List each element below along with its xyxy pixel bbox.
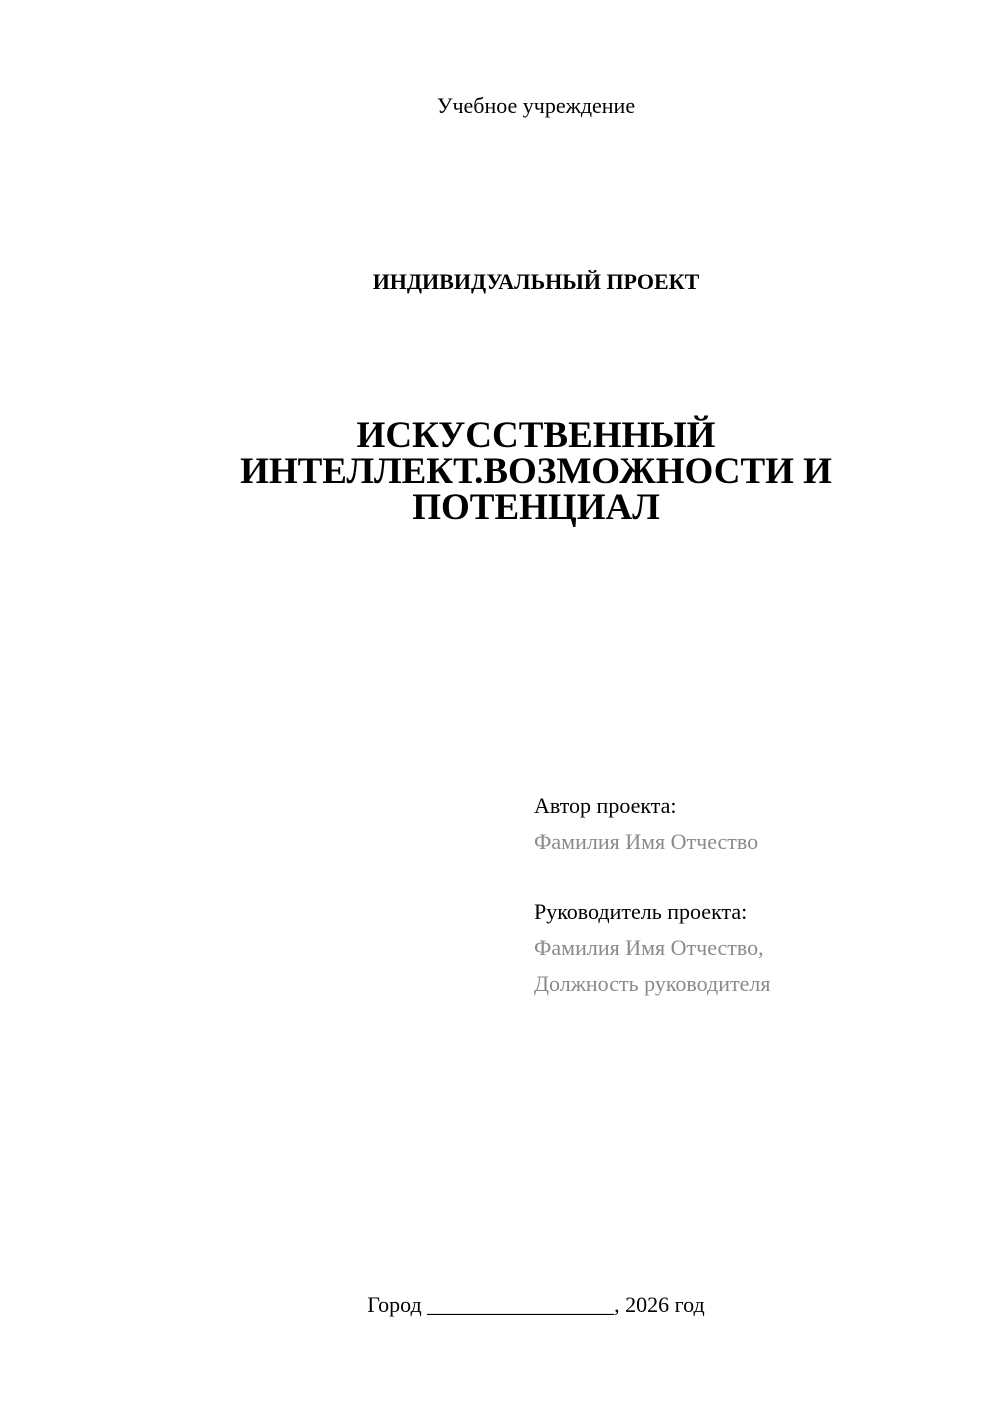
institution-name: Учебное учреждение xyxy=(436,93,636,118)
author-label: Автор проекта: xyxy=(534,793,677,818)
project-title-line-1: ИСКУССТВЕННЫЙ xyxy=(356,415,716,456)
project-title-line-3: ПОТЕНЦИАЛ xyxy=(412,487,660,528)
supervisor-name: Фамилия Имя Отчество, xyxy=(534,935,764,960)
credits-block xyxy=(534,788,974,1002)
city-year-line: Город _________________, 2026 год xyxy=(367,1292,705,1317)
supervisor-label: Руководитель проекта: xyxy=(534,899,748,924)
author-name: Фамилия Имя Отчество xyxy=(534,829,759,854)
project-title xyxy=(186,415,886,528)
project-title-line-2: ИНТЕЛЛЕКТ.ВОЗМОЖНОСТИ И xyxy=(240,451,832,492)
credits-spacer xyxy=(534,860,974,894)
document-type-heading: ИНДИВИДУАЛЬНЫЙ ПРОЕКТ xyxy=(372,269,700,294)
supervisor-position: Должность руководителя xyxy=(534,971,771,996)
